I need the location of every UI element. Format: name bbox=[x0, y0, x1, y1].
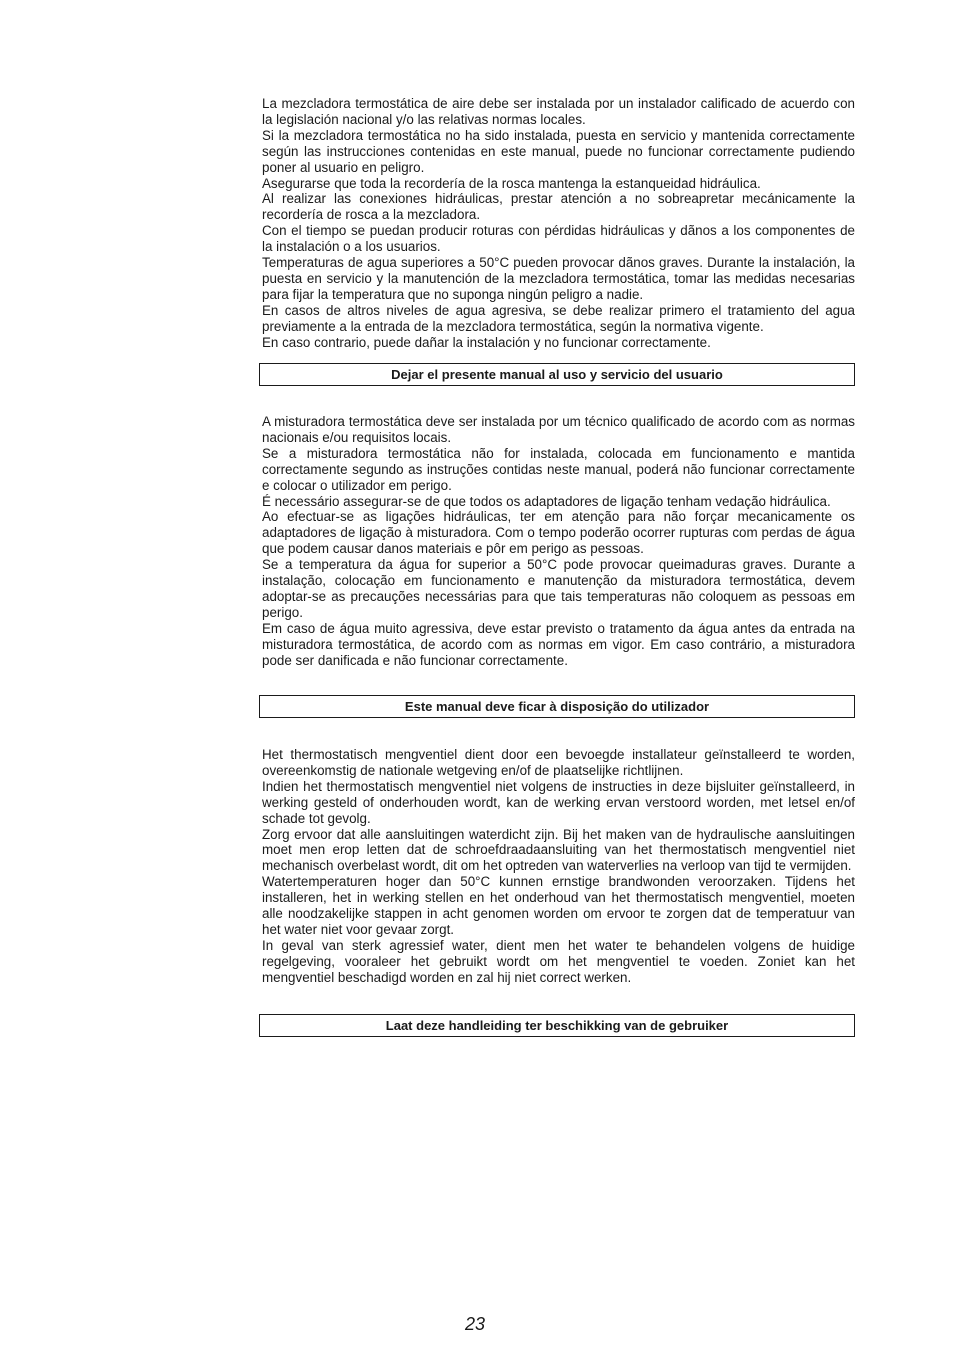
paragraph: In geval van sterk agressief water, dient men het water te behandelen volgens de huidige regelgeving, vooraleer het gebruikt wordt om het mengventiel te voeden. Zoniet kan het mengventiel beschadigd worden en zal hij niet correct werken. bbox=[262, 937, 855, 985]
paragraph: Se a misturadora termostática não for instalada, colocada em funcionamento e mantida correctamente segundo as instruções contidas neste manual, poderá não funcionar correctamente e colocar o utilizador em perigo. bbox=[262, 445, 855, 493]
section-nl bbox=[262, 747, 855, 986]
paragraph: Ao efectuar-se as ligações hidráulicas, ter em atenção para não forçar mecanicamente os adaptadores de ligação à misturadora. Com o tempo poderão ocorrer rupturas com perdas de água que podem causar danos materiais e pôr em perigo as pessoas. bbox=[262, 509, 855, 557]
paragraph: La mezcladora termostática de aire debe ser instalada por un instalador calificado de acuerdo con la legislación nacional y/o las relativas normas locales. bbox=[262, 96, 855, 127]
page-number bbox=[0, 1314, 954, 1335]
paragraph: Indien het thermostatisch mengventiel niet volgens de instructies in deze bijsluiter geïnstalleerd, in werking gesteld of onderhouden wordt, kan de werking ervan verstoord worden, met letsel en/of schade tot gevolg. bbox=[262, 778, 855, 826]
paragraph: Al realizar las conexiones hidráulicas, prestar atención a no sobreapretar mecánicamente la recordería de rosca a la mezcladora. bbox=[262, 191, 855, 223]
section-es bbox=[262, 96, 855, 351]
notice-box-nl: Laat deze handleiding ter beschikking van de gebruiker bbox=[259, 1014, 855, 1037]
paragraph: Zorg ervoor dat alle aansluitingen waterdicht zijn. Bij het maken van de hydraulische aansluitingen moet men erop letten dat de schroefdraadaansluiting van het thermostatisch mengventiel niet mechanisch overbelast wordt, dit om het optreden van waterverlies na verloop van tijd te vermijden. bbox=[262, 826, 855, 874]
paragraph: Si la mezcladora termostática no ha sido instalada, puesta en servicio y mantenida correctamente según las instrucciones contenidas en este manual, puede no funcionar correctamente pudiendo poner al usuario en peligro. bbox=[262, 127, 855, 175]
page-number-text: 23 bbox=[464, 1314, 486, 1334]
paragraph: Con el tiempo se puedan producir roturas con pérdidas hidráulicas y dãnos a los componentes de la instalación o a los usuarios. bbox=[262, 223, 855, 255]
paragraph: Watertemperaturen hoger dan 50°C kunnen ernstige brandwonden veroorzaken. Tijdens het installeren, het in werking stellen en het onderhoud van het thermostatisch mengventiel, moeten alle noodzakelijke stappen in acht genomen worden om ervoor te zorgen dat de temperatuur van het water niet voor gevaar zorgt. bbox=[262, 874, 855, 937]
notice-box-pt: Este manual deve ficar à disposição do utilizador bbox=[259, 695, 855, 718]
paragraph: Em caso de água muito agressiva, deve estar previsto o tratamento da água antes da entrada na misturadora termostática, de acordo com as normas em vigor. Em caso contrário, a misturadora pode ser danificada e não funcionar correctamente. bbox=[262, 620, 855, 668]
paragraph: Se a temperatura da água for superior a 50°C pode provocar queimaduras graves. Durante a instalação, colocação em funcionamento e manutenção da misturadora termostática, devem adoptar-se as precauções necessárias para que tais temperaturas não coloquem as pessoas em perigo. bbox=[262, 557, 855, 620]
notice-box-es: Dejar el presente manual al uso y servicio del usuario bbox=[259, 363, 855, 386]
paragraph: A misturadora termostática deve ser instalada por um técnico qualificado de acordo com as normas nacionais e/ou requisitos locais. bbox=[262, 414, 855, 445]
paragraph: Het thermostatisch mengventiel dient door een bevoegde installateur geïnstalleerd te worden, overeenkomstig de nationale wetgeving en/of de plaatselijke richtlijnen. bbox=[262, 747, 855, 778]
paragraph: En casos de altros niveles de agua agresiva, se debe realizar primero el tratamiento del agua previamente a la entrada de la mezcladora termostática, según la normativa vigente. bbox=[262, 302, 855, 334]
paragraph: En caso contrario, puede dañar la instalación y no funcionar correctamente. bbox=[262, 334, 711, 350]
paragraph: É necessário assegurar-se de que todos os adaptadores de ligação tenham vedação hidráulica. bbox=[262, 493, 831, 509]
paragraph: Asegurarse que toda la recordería de la rosca mantenga la estanqueidad hidráulica. bbox=[262, 175, 761, 191]
section-pt bbox=[262, 414, 855, 669]
paragraph: Temperaturas de agua superiores a 50°C pueden provocar dãnos graves. Durante la instalación, la puesta en servicio y la manutención de la mezcladora termostática, tomar las medidas necesarias para fijar la temperatura que no suponga ningún peligro a nadie. bbox=[262, 255, 855, 302]
